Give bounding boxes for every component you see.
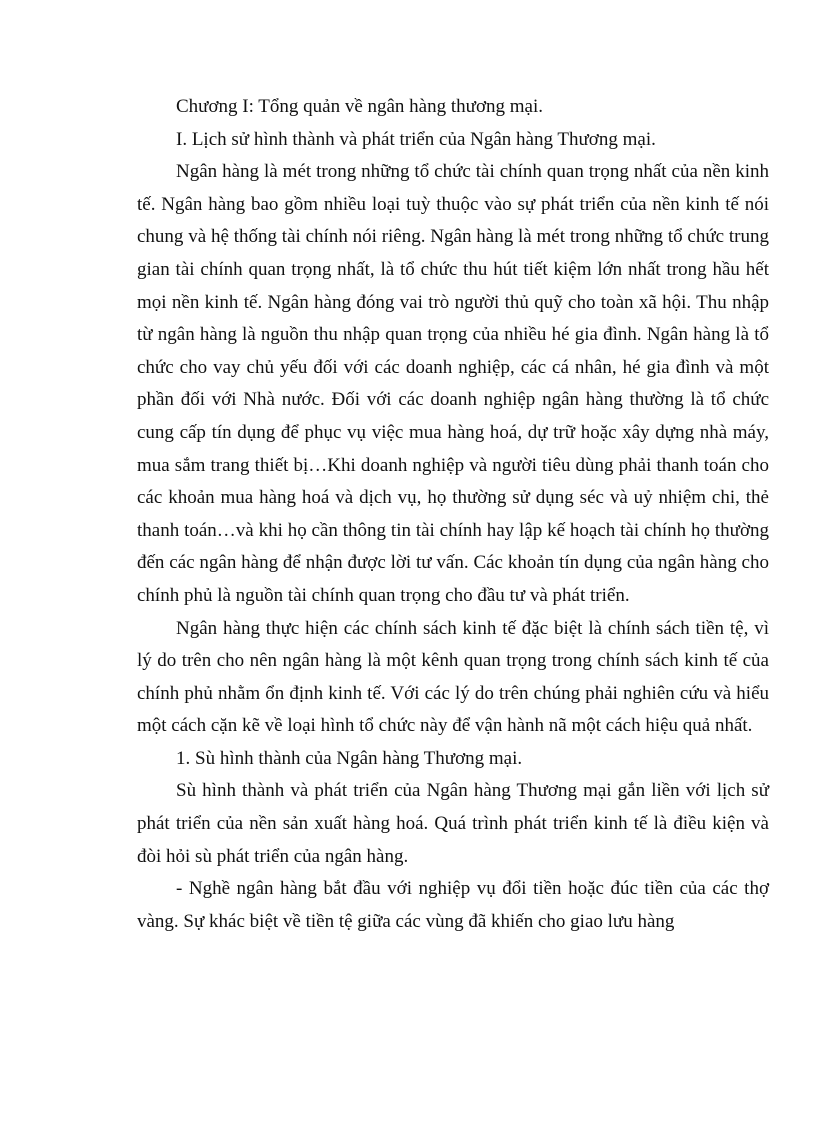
section-title: I. Lịch sử hình thành và phát triển của Ngân hàng Thương mại.: [176, 128, 656, 150]
paragraph-1: Ngân hàng là mét trong những tổ chức tài chính quan trọng nhất của nền kinh tế. Ngân hàng bao gồm nhiều loại tuỳ thuộc vào sự phát triển của nền kinh tế nói chung và hệ thống tài chính nói riêng. Ngân hàng là mét trong những tổ chức trung gian tài chính quan trọng nhất, là tổ chức thu hút tiết kiệm lớn nhất trong hầu hết mọi nền kinh tế. Ngân hàng đóng vai trò người thủ quỹ cho toàn xã hội. Thu nhập từ ngân hàng là nguồn thu nhập quan trọng của nhiều hé gia đình. Ngân hàng là tổ chức cho vay chủ yếu đối với các doanh nghiệp, các cá nhân, hé gia đình và một phần đối với Nhà nước. Đối với các doanh nghiệp ngân hàng thường là tổ chức cung cấp tín dụng để phục vụ việc mua hàng hoá, dự trữ hoặc xây dựng nhà máy, mua sắm trang thiết bị…Khi doanh nghiệp và người tiêu dùng phải thanh toán cho các khoản mua hàng hoá và dịch vụ, họ thường sử dụng séc và uỷ nhiệm chi, thẻ thanh toán…và khi họ cần thông tin tài chính hay lập kế hoạch tài chính họ thường đến các ngân hàng để nhận được lời tư vấn. Các khoản tín dụng của ngân hàng cho chính phủ là nguồn tài chính quan trọng cho đầu tư và phát triển.: [137, 161, 769, 606]
chapter-title: Chương I: Tổng quản về ngân hàng thương mại.: [176, 96, 543, 117]
paragraph-4: - Nghề ngân hàng bắt đầu với nghiệp vụ đổi tiền hoặc đúc tiền của các thợ vàng. Sự khác biệt về tiền tệ giữa các vùng đã khiến cho giao lưu hàng: [137, 878, 769, 932]
paragraph-2: Ngân hàng thực hiện các chính sách kinh tế đặc biệt là chính sách tiền tệ, vì lý do trên cho nên ngân hàng là một kênh quan trọng trong chính sách kinh tế của chính phủ nhằm ổn định kinh tế. Với các lý do trên chúng phải nghiên cứu và hiểu một cách cặn kẽ về loại hình tổ chức này để vận hành nã một cách hiệu quả nhất.: [137, 617, 769, 737]
paragraph-3: Sù hình thành và phát triển của Ngân hàng Thương mại gắn liền với lịch sử phát triển của nền sản xuất hàng hoá. Quá trình phát triển kinh tế là điều kiện và đòi hỏi sù phát triển của ngân hàng.: [137, 780, 769, 867]
subsection-title: 1. Sù hình thành của Ngân hàng Thương mại.: [176, 747, 523, 769]
document-body: [137, 91, 769, 938]
